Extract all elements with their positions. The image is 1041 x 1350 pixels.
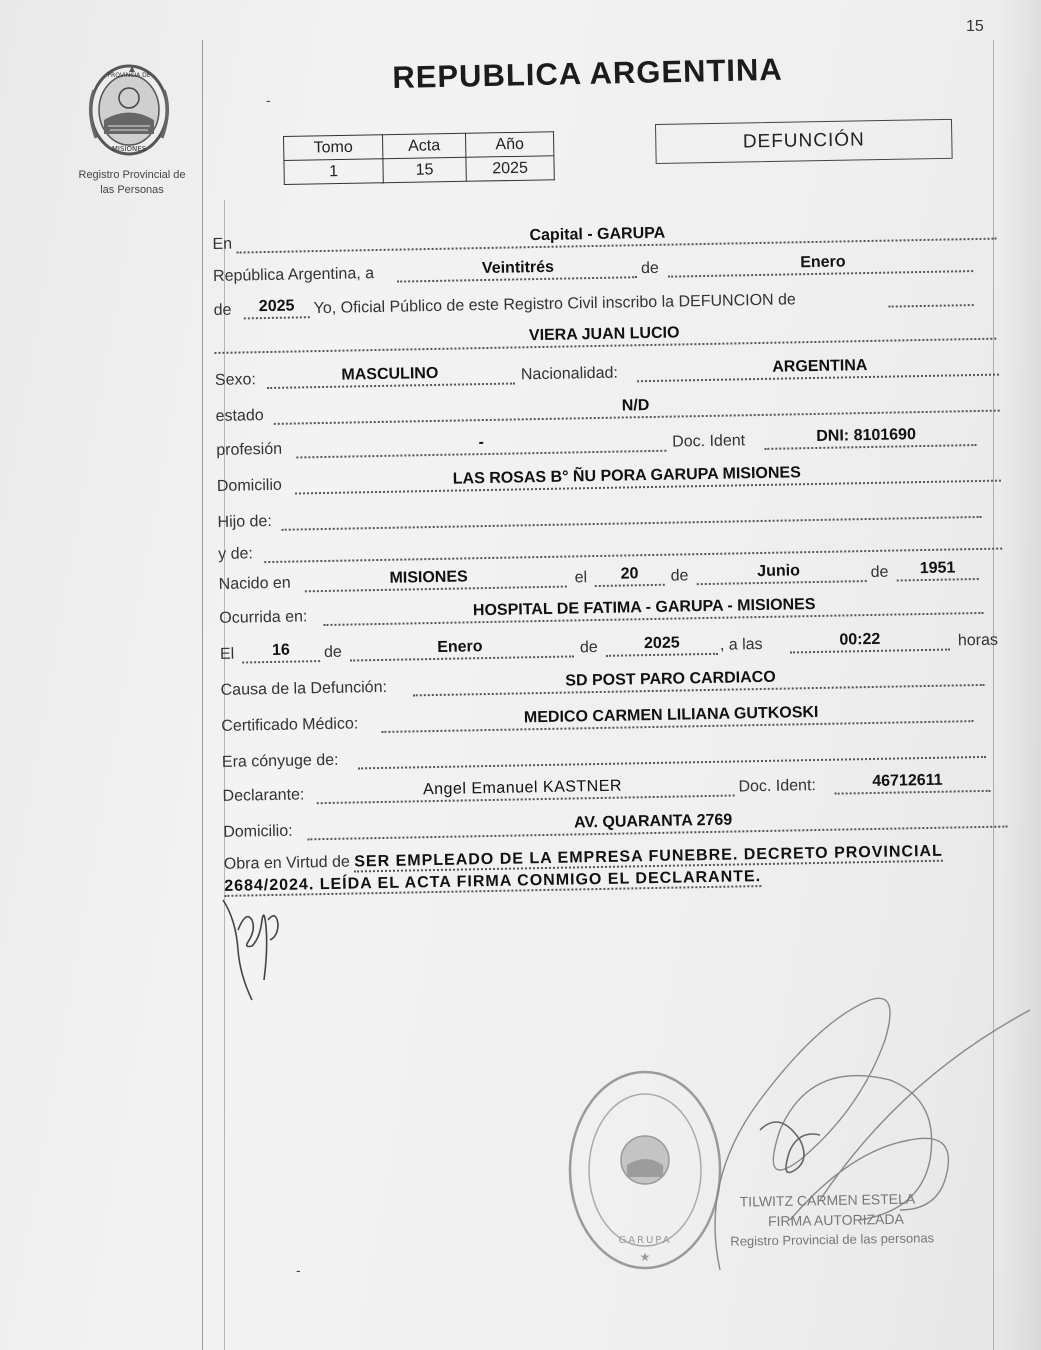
- nacionalidad-label: Nacionalidad:: [520, 364, 619, 384]
- declarante-value: Angel Emanuel KASTNER: [422, 777, 623, 799]
- dotted-line: [244, 316, 310, 319]
- de-label: de: [640, 259, 659, 278]
- record-type-box: DEFUNCIÓN: [655, 119, 953, 164]
- provincial-coat-of-arms-icon: [84, 60, 174, 160]
- registry-line-1: Registro Provincial de: [78, 169, 186, 181]
- seal-bottom-text: MISIONES: [111, 145, 147, 153]
- acta-header: Acta: [382, 133, 465, 158]
- de-label: de: [323, 643, 342, 662]
- tomo-value: 1: [284, 159, 383, 185]
- causa-label: Causa de la Defunción:: [220, 678, 388, 699]
- obra-label: Obra en Virtud de: [223, 853, 350, 873]
- day-value: Veintitrés: [481, 258, 555, 278]
- ocurrida-value: HOSPITAL DE FATIMA - GARUPA - MISIONES: [472, 596, 816, 620]
- page-number: 15: [966, 18, 984, 35]
- document-title: REPUBLICA ARGENTINA: [392, 51, 784, 95]
- estado-label: estado: [215, 407, 264, 425]
- anio-header: Año: [465, 132, 553, 158]
- official-org: Registro Provincial de las personas: [730, 1230, 935, 1249]
- certificado-value: MEDICO CARMEN LILIANA GUTKOSKI: [523, 703, 819, 727]
- anio-value: 2025: [466, 156, 554, 182]
- hijo-label: Hijo de:: [217, 512, 272, 531]
- death-day-value: 16: [271, 641, 290, 659]
- death-year-value: 2025: [643, 634, 680, 653]
- declarant-signature: [218, 890, 288, 1010]
- doc-value: DNI: 8101690: [816, 426, 917, 445]
- ocurrida-label: Ocurrida en:: [219, 608, 308, 627]
- locality-value: Capital - GARUPA: [529, 224, 666, 245]
- doc2-label: Doc. Ident:: [738, 777, 817, 796]
- domicilio-value: LAS ROSAS B° ÑU PORA GARUPA MISIONES: [452, 464, 801, 488]
- de-label: de: [579, 639, 598, 657]
- left-margin-rule: [202, 40, 203, 1350]
- book-value-row: [284, 156, 554, 185]
- el2-label: El: [219, 645, 235, 663]
- sexo-label: Sexo:: [214, 371, 257, 389]
- book-reference-table: [283, 131, 555, 185]
- star-icon: ★: [639, 1250, 651, 1264]
- domicilio2-value: AV. QUARANTA 2769: [573, 811, 733, 832]
- dotted-line: [897, 578, 979, 582]
- birth-year-value: 1951: [919, 559, 956, 578]
- de-label: de: [670, 567, 689, 585]
- line-domicilio2: [223, 801, 1023, 846]
- estado-value: N/D: [621, 397, 650, 415]
- nacido-value: MISIONES: [389, 568, 468, 587]
- conyuge-label: Era cónyuge de:: [221, 751, 339, 771]
- profesion-label: profesión: [216, 440, 283, 459]
- deceased-name-value: VIERA JUAN LUCIO: [528, 324, 680, 345]
- domicilio2-label: Domicilio:: [223, 822, 293, 841]
- certificate-body: [212, 203, 1012, 895]
- year-label: de: [213, 301, 232, 319]
- month-value: Enero: [800, 253, 846, 272]
- obra-paragraph: [224, 839, 1025, 898]
- horas-label: horas: [957, 631, 999, 650]
- scan-mark: -: [266, 92, 271, 108]
- republica-label: República Argentina, a: [212, 265, 375, 285]
- birth-month-value: Junio: [757, 562, 801, 581]
- official-name: TILWITZ CARMEN ESTELA: [739, 1190, 916, 1210]
- dotted-line: [242, 660, 320, 663]
- death-time-value: 00:22: [839, 630, 881, 649]
- domicilio-label: Domicilio: [216, 476, 282, 495]
- declarante-label: Declarante:: [222, 786, 305, 805]
- birth-day-value: 20: [620, 565, 639, 583]
- certificado-label: Certificado Médico:: [221, 715, 359, 735]
- dotted-line: [595, 584, 665, 587]
- nacido-label: Nacido en: [218, 574, 291, 593]
- doc2-value: 46712611: [872, 771, 943, 790]
- stamp-ring-dash: -: [296, 1262, 301, 1278]
- acta-value: 15: [383, 157, 466, 182]
- obra-value-line1: SER EMPLEADO DE LA EMPRESA FUNEBRE. DECRETO PROVINCIAL: [354, 842, 943, 871]
- official-role: FIRMA AUTORIZADA: [767, 1210, 905, 1230]
- causa-value: SD POST PARO CARDIACO: [565, 668, 776, 690]
- sexo-value: MASCULINO: [341, 364, 439, 384]
- death-month-value: Enero: [437, 638, 483, 656]
- nacionalidad-value: ARGENTINA: [772, 357, 868, 376]
- dotted-line: [889, 304, 974, 308]
- el-label: el: [574, 569, 588, 587]
- yde-label: y de:: [218, 545, 254, 563]
- official-signature-block: [729, 1188, 934, 1252]
- tomo-header: Tomo: [284, 135, 383, 161]
- doc-label: Doc. Ident: [672, 432, 746, 451]
- de-label: de: [870, 563, 889, 581]
- obra-value-line2: 2684/2024. LEÍDA EL ACTA FIRMA CONMIGO EL DECLARANTE.: [224, 868, 762, 895]
- registry-line-2: las Personas: [100, 184, 164, 196]
- alas-label: , a las: [719, 635, 763, 654]
- seal-top-text: PROVINCIA DE: [107, 72, 151, 79]
- stamp-place: GARUPA: [618, 1235, 672, 1246]
- profesion-value: -: [478, 434, 484, 452]
- year-value: 2025: [258, 297, 295, 316]
- registry-label: [62, 168, 202, 198]
- en-label: En: [212, 235, 233, 253]
- inscribo-text: Yo, Oficial Público de este Registro Civil inscribo la DEFUNCION de: [313, 291, 797, 318]
